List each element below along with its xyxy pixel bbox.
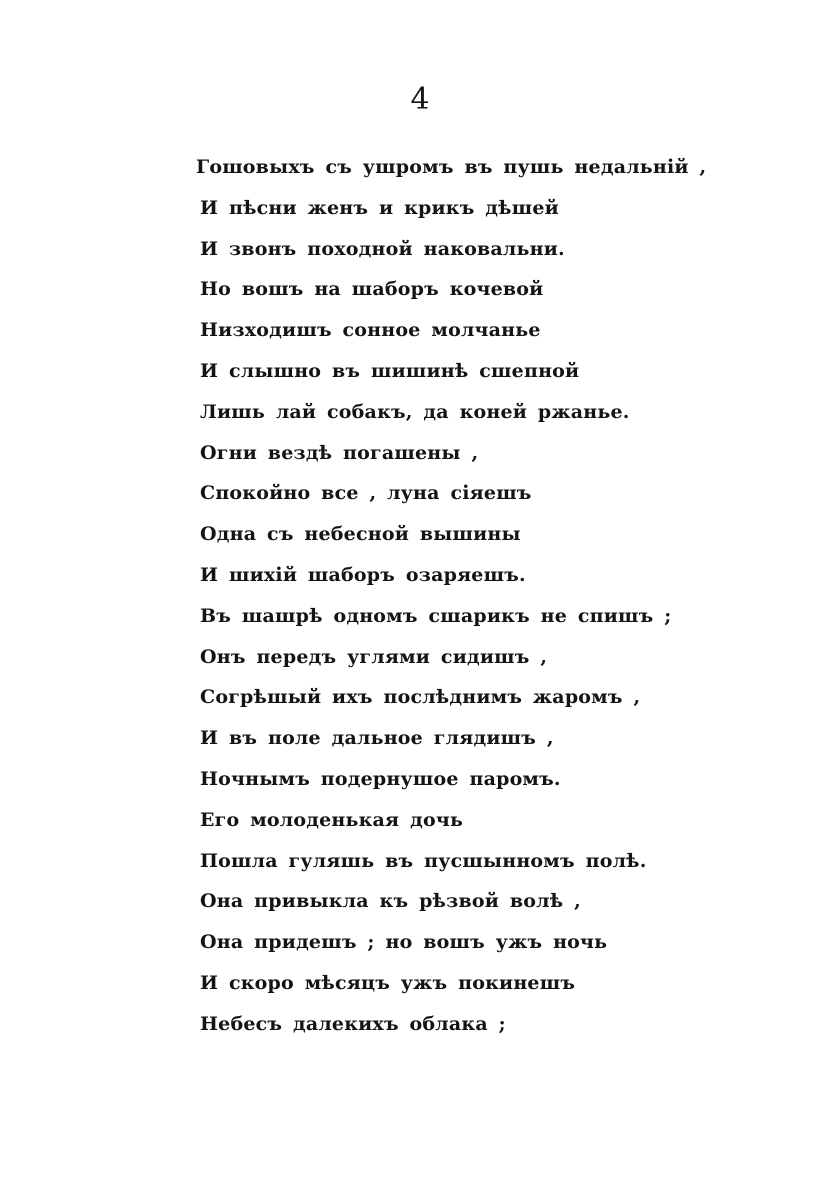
poem-line: И звонъ походной наковальни. bbox=[200, 237, 565, 260]
poem-text bbox=[196, 147, 796, 1045]
poem-line: Гошовыхъ съ ушромъ въ пушь недальній , bbox=[196, 156, 707, 178]
poem-line: Его молоденькая дочь bbox=[200, 808, 464, 831]
poem-line: Огни вездѣ погашены , bbox=[200, 441, 479, 464]
poem-line: Она придешъ ; но вошъ ужъ ночь bbox=[200, 931, 608, 954]
page-number: 4 bbox=[410, 82, 430, 117]
poem-line: Лишь лай собакъ, да коней ржанье. bbox=[200, 400, 630, 423]
poem-line: Онъ передъ углями сидишъ , bbox=[200, 645, 548, 668]
poem-line: Но вошъ на шаборъ кочевой bbox=[200, 278, 544, 301]
poem-line: И скоро мѣсяцъ ужъ покинешъ bbox=[200, 971, 576, 994]
poem-line: Ночнымъ подернушое паромъ. bbox=[200, 767, 561, 790]
poem-line: Въ шашрѣ одномъ сшарикъ не спишъ ; bbox=[200, 604, 672, 627]
poem-line: И слышно въ шишинѣ сшепной bbox=[200, 359, 580, 382]
poem-line: Она привыкла къ рѣзвой волѣ , bbox=[200, 890, 581, 913]
poem-line: Одна съ небесной вышины bbox=[200, 523, 521, 546]
poem-line: Пошла гуляшь въ пусшынномъ полѣ. bbox=[200, 849, 647, 872]
poem-line: И шихій шаборъ озаряешъ. bbox=[200, 563, 526, 586]
poem-line: Спокойно все , луна сіяешъ bbox=[200, 482, 532, 505]
poem-line: И пѣсни женъ и крикъ дѣшей bbox=[200, 196, 559, 219]
poem-line: Низходишъ сонное молчанье bbox=[200, 319, 541, 342]
poem-line: И въ поле дальное глядишъ , bbox=[200, 727, 554, 750]
poem-line: Небесъ далекихъ облака ; bbox=[200, 1012, 506, 1035]
poem-line: Согрѣшый ихъ послѣднимъ жаромъ , bbox=[200, 686, 641, 709]
